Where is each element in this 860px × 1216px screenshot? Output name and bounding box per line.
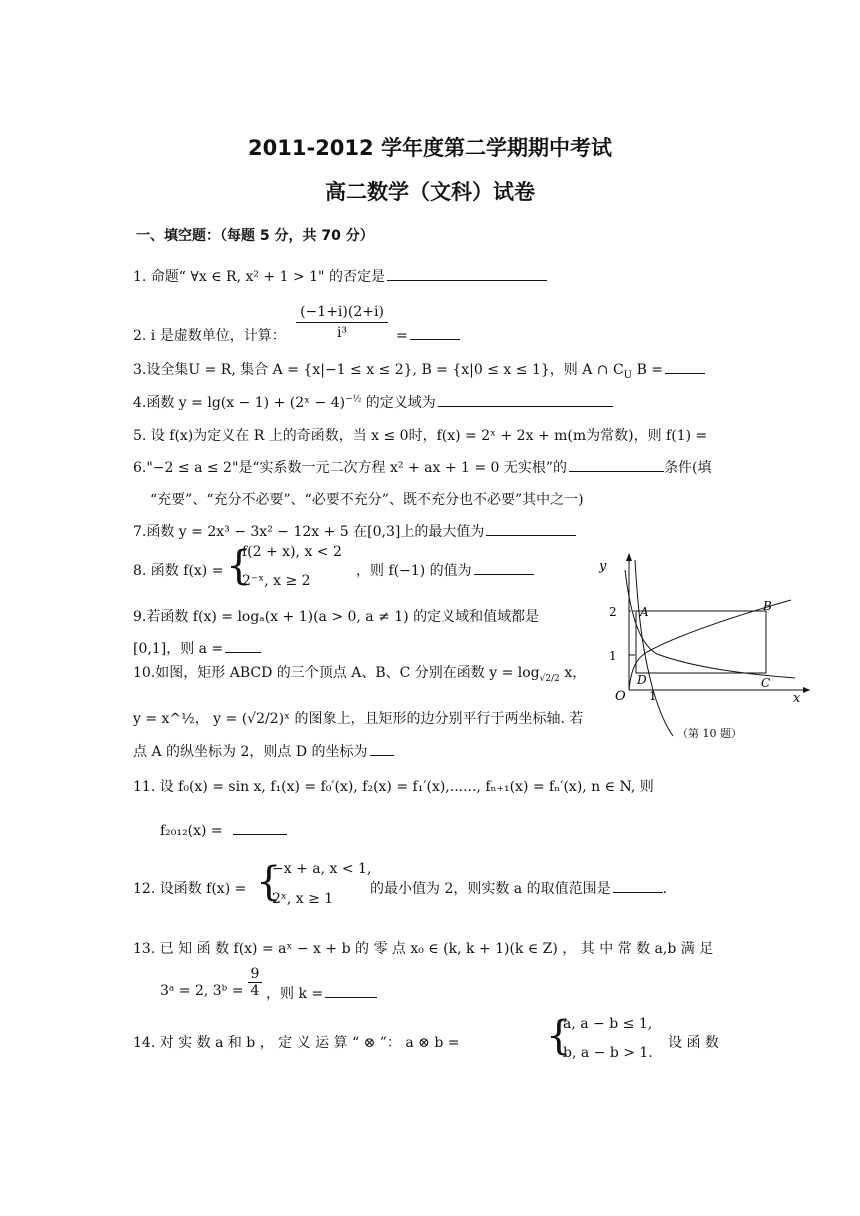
label-x-1: 1 bbox=[649, 689, 657, 703]
answer-blank[interactable] bbox=[370, 741, 394, 756]
label-x: x bbox=[793, 691, 801, 706]
label-y: y bbox=[599, 559, 607, 574]
question-7: 7.函数 y = 2x³ − 3x² − 12x + 5 在[0,3]上的最大值为 bbox=[133, 521, 576, 541]
answer-blank[interactable] bbox=[569, 457, 664, 472]
answer-blank[interactable] bbox=[665, 359, 705, 374]
question-2-answer: = bbox=[396, 325, 460, 344]
question-8-answer: ，则 f(−1) 的值为 bbox=[356, 560, 534, 580]
answer-blank[interactable] bbox=[613, 878, 663, 893]
figure-caption: （第 10 题） bbox=[677, 727, 742, 740]
question-10-line-2: y = x^½， y = (√2/2)ˣ 的图象上，且矩形的边分别平行于两坐标轴. 若 bbox=[133, 711, 584, 727]
answer-blank[interactable] bbox=[387, 266, 547, 281]
question-13-line-2b: ，则 k = bbox=[266, 983, 377, 1003]
answer-blank[interactable] bbox=[474, 560, 534, 575]
question-11: 11. 设 f₀(x) = sin x, f₁(x) = f₀′(x), f₂(x) = f₁′(x),......, fₙ₊₁(x) = fₙ′(x), n ∈ N, 则 bbox=[133, 779, 654, 795]
question-1: 1. 命题“ ∀x ∈ R, x² + 1 > 1" 的否定是 bbox=[133, 266, 547, 286]
label-b: B bbox=[763, 599, 772, 613]
exam-title: 2011-2012 学年度第二学期期中考试 bbox=[248, 136, 612, 160]
question-13: 13. 已 知 函 数 f(x) = aˣ − x + b 的 零 点 x₀ ∈ (k, k + 1)(k ∈ Z) ， 其 中 常 数 a,b 满 足 bbox=[133, 941, 714, 957]
question-2: 2. i 是虚数单位，计算： bbox=[133, 328, 286, 344]
question-12-answer: 的最小值为 2，则实数 a 的取值范围是 . bbox=[370, 878, 667, 898]
label-y-2: 2 bbox=[609, 605, 617, 619]
piecewise-brace: { bbox=[256, 859, 282, 905]
question-6-options: “充要”、“充分不必要”、“必要不充分”、既不充分也不必要”其中之一) bbox=[150, 492, 584, 508]
figure-10 bbox=[585, 550, 820, 740]
label-d: D bbox=[637, 673, 647, 687]
exp-curve bbox=[625, 570, 795, 678]
question-2-fraction: (−1+i)(2+i) i³ bbox=[296, 304, 388, 341]
answer-blank[interactable] bbox=[486, 521, 576, 536]
label-y-1: 1 bbox=[609, 649, 617, 663]
question-14-case-1: a, a − b ≤ 1, bbox=[563, 1016, 653, 1032]
question-6: 6."−2 ≤ a ≤ 2"是“实系数一元二次方程 x² + ax + 1 = 0 无实根”的 条件(填 bbox=[133, 457, 712, 477]
question-14-suffix: 设 函 数 bbox=[668, 1035, 719, 1051]
question-10-line-3: 点 A 的纵坐标为 2，则点 D 的坐标为 bbox=[133, 741, 394, 761]
question-5: 5. 设 f(x)为定义在 R 上的奇函数，当 x ≤ 0时，f(x) = 2ˣ + 2x + m(m为常数)，则 f(1) = bbox=[133, 428, 708, 444]
question-3: 3.设全集U = R, 集合 A = {x|−1 ≤ x ≤ 2}, B = {x|0 ≤ x ≤ 1}，则 A ∩ $C_U$ B = bbox=[133, 359, 705, 381]
answer-blank[interactable] bbox=[225, 638, 261, 653]
question-8-case-2: 2⁻ˣ, x ≥ 2 bbox=[242, 573, 311, 589]
question-12-case-1: −x + a, x < 1, bbox=[272, 861, 372, 877]
question-9-line-2: [0,1]，则 a = bbox=[133, 638, 261, 658]
answer-blank[interactable] bbox=[438, 392, 613, 407]
x-axis-arrow-icon bbox=[803, 687, 810, 693]
question-10: 10.如图，矩形 ABCD 的三个顶点 A、B、C 分别在函数 $y = \log_{√2/2} x$， bbox=[133, 665, 587, 684]
question-13-fraction: 9 4 bbox=[248, 966, 262, 999]
question-4: 4.函数 y = lg(x − 1) + (2ˣ − 4)$^{-\frac{1}{2}}$ 的定义域为 bbox=[133, 392, 613, 412]
section-heading: 一、填空题：（每题 5 分，共 70 分） bbox=[136, 228, 374, 244]
question-12: 12. 设函数 f(x) = bbox=[133, 881, 247, 897]
answer-blank[interactable] bbox=[233, 820, 287, 835]
question-8: 8. 函数 f(x) = bbox=[133, 563, 224, 579]
rectangle-abcd bbox=[636, 611, 766, 673]
answer-blank[interactable] bbox=[410, 325, 460, 340]
question-8-case-1: f(2 + x), x < 2 bbox=[242, 544, 342, 560]
piecewise-brace: { bbox=[226, 543, 252, 589]
fraction-bar bbox=[296, 322, 388, 323]
exam-subtitle: 高二数学（文科）试卷 bbox=[325, 180, 535, 204]
label-a: A bbox=[640, 605, 649, 619]
question-11-line-2: f₂₀₁₂(x) = bbox=[160, 820, 287, 839]
question-9: 9.若函数 f(x) = logₐ(x + 1)(a > 0, a ≠ 1) 的定义域和值域都是 bbox=[133, 609, 540, 625]
piecewise-brace: { bbox=[546, 1013, 572, 1059]
question-14: 14. 对 实 数 a 和 b ， 定 义 运 算 “ ⊗ ”： a ⊗ b = bbox=[133, 1035, 460, 1051]
y-axis-arrow-icon bbox=[626, 553, 632, 561]
label-origin: O bbox=[615, 689, 626, 704]
answer-blank[interactable] bbox=[325, 983, 377, 998]
label-c: C bbox=[761, 676, 771, 690]
question-13-line-2a: 3ᵃ = 2, 3ᵇ = bbox=[160, 983, 244, 999]
question-14-case-2: b, a − b > 1. bbox=[563, 1045, 653, 1061]
question-12-case-2: 2ˣ, x ≥ 1 bbox=[272, 891, 334, 907]
